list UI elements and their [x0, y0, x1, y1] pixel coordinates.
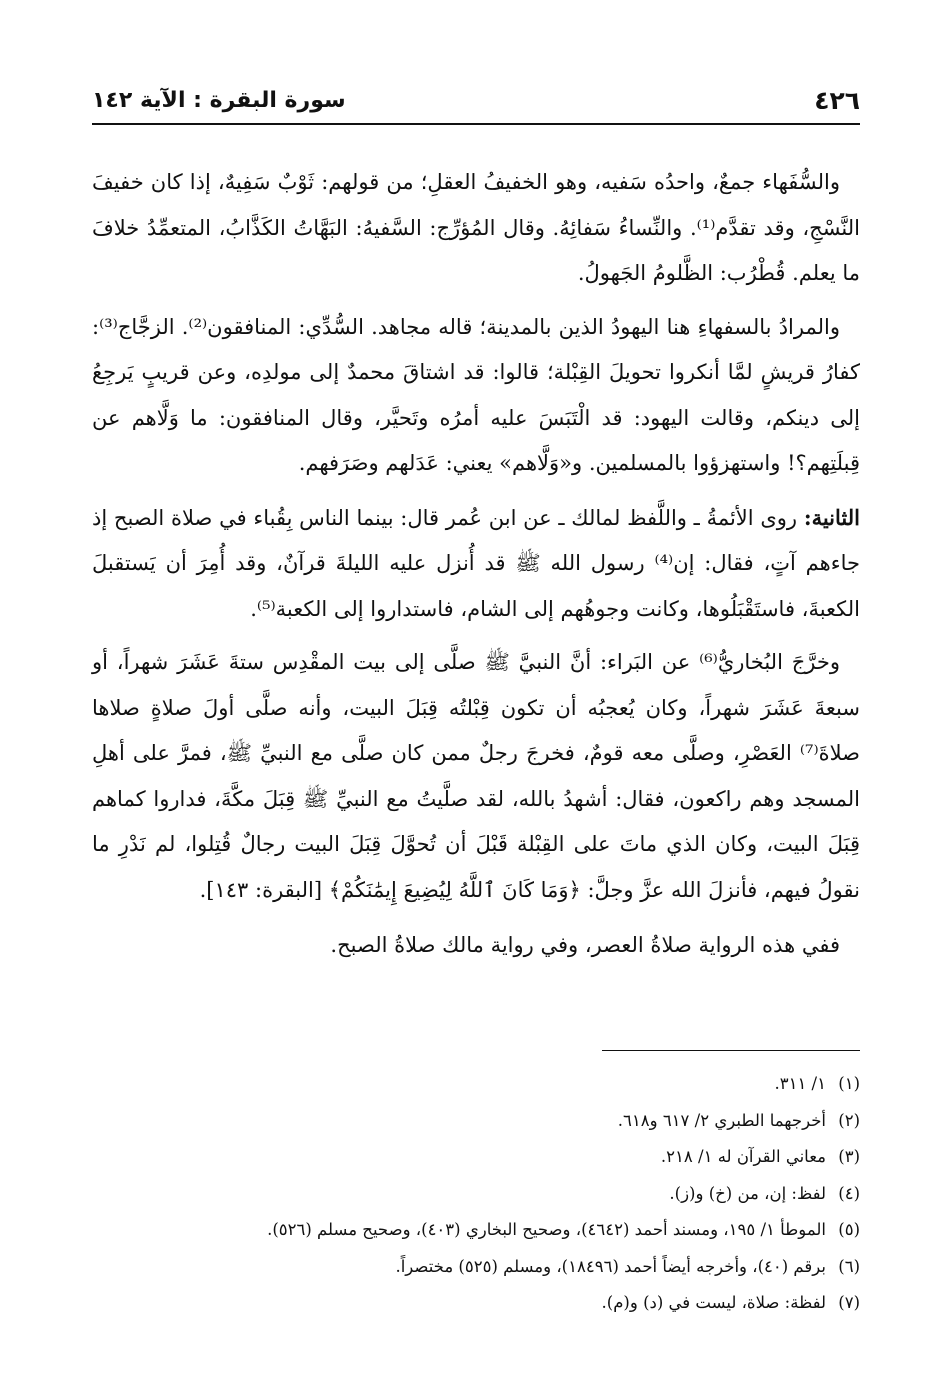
- page-number: ٤٢٦: [814, 86, 860, 115]
- footnote-3: [92, 1139, 860, 1176]
- footnote-number: (١): [838, 1074, 860, 1093]
- main-text: [92, 160, 860, 969]
- footnote-2: [92, 1103, 860, 1140]
- paragraph-4: وخرَّجَ البُخاريُّ⁽⁶⁾ عن البَراء: أنَّ النبيَّ ﷺ صلَّى إلى بيت المقْدِس ستةَ عَشَرَ شهراً، أو سبعةَ عَشَرَ شهراً، وكان يُعجبُه أن تكون قِبْلتُه قِبَلَ البيت، وأنه صلَّى أولَ صلاةٍ صلاها صلاةَ⁽⁷⁾ العَصْرِ، وصلَّى معه قومٌ، فخرجَ رجلٌ ممن كان صلَّى مع النبيِّ ﷺ، فمرَّ على أهلِ المسجد وهم راكعون، فقال: أشهدُ بالله، لقد صلَّيتُ مع النبيِّ ﷺ قِبَلَ مكَّةَ، فداروا كماهم قِبَلَ البيت، وكان الذي ماتَ على القِبْلة قَبْلَ أن تُحوَّلَ قِبَلَ البيت رجالٌ قُتِلوا، لم نَدْرِ ما نقولُ فيهم، فأنزلَ الله عزَّ وجلَّ: ﴿وَمَا كَانَ ٱللَّهُ لِيُضِيعَ إِيمَٰنَكُمْ﴾ [البقرة: ١٤٣].: [92, 650, 860, 902]
- running-title: سورة البقرة : الآية ١٤٢: [92, 88, 346, 113]
- footnote-rule: [602, 1050, 860, 1051]
- footnote-text: لفظة: صلاة، ليست في (د) و(م).: [601, 1293, 826, 1312]
- paragraph-5: ففي هذه الرواية صلاةُ العصر، وفي رواية مالك صلاةُ الصبح.: [330, 933, 840, 957]
- footnotes: [92, 1066, 860, 1322]
- footnote-number: (٤): [838, 1183, 860, 1203]
- footnote-text: ١/ ٣١١.: [774, 1074, 826, 1093]
- paragraph-1: والسُّفَهاء جمعٌ، واحدُه سَفيه، وهو الخفيفُ العقلِ؛ من قولهم: ثَوْبٌ سَفِيهٌ، إذا كان خفيفَ النَّسْجِ، وقد تقدَّم⁽¹⁾. والنِّساءُ سَفائِهُ. وقال المُؤرِّج: السَّفيهُ: البَهَّاتُ الكَذَّابُ، المتعمِّدُ خلافَ ما يعلم. قُطْرُب: الظَّلومُ الجَهولُ.: [92, 170, 860, 285]
- footnote-5: [92, 1212, 860, 1249]
- footnote-text: أخرجهما الطبري ٢/ ٦١٧ و٦١٨.: [617, 1110, 826, 1130]
- paragraph-3-text: روى الأئمةُ ـ واللَّفظ لمالك ـ عن ابن عُمر قال: بينما الناس بِقُباء في صلاة الصبح إذ جاءهم آتٍ، فقال: إن⁽⁴⁾ رسول الله ﷺ قد أُنزل عليه الليلةَ قرآنٌ، وقد أُمِرَ أن يَستقبلَ الكعبةَ، فاستَقْبَلُوها، وكانت وجوهُهم إلى الشام، فاستداروا إلى الكعبة⁽⁵⁾.: [92, 505, 860, 621]
- section-label: الثانية:: [803, 504, 860, 530]
- footnote-text: لفظ: إن، من (خ) و(ز).: [669, 1183, 826, 1203]
- footnote-1: [92, 1066, 860, 1103]
- paragraph-3: [92, 495, 860, 633]
- footnote-number: (٣): [838, 1147, 860, 1166]
- header-rule: [92, 123, 860, 125]
- paragraph-2: والمرادُ بالسفهاءِ هنا اليهودُ الذين بالمدينة؛ قاله مجاهد. السُّدِّي: المنافقون⁽²⁾. الزجَّاج⁽³⁾: كفارُ قريشٍ لمَّا أنكروا تحويلَ القِبْلة؛ قالوا: قد اشتاقَ محمدٌ إلى مولدِه، وعن قريبٍ يَرجِعُ إلى دينكم، وقالت اليهود: قد الْتَبَسَ عليه أمرُه وتَحيَّر، وقال المنافقون: ما وَلَّاهم عن قِبلَتِهم؟! واستهزؤوا بالمسلمين. و«وَلَّاهم» يعني: عَدَلهم وصَرَفهم.: [92, 314, 860, 475]
- footnote-number: (٥): [838, 1220, 860, 1239]
- footnote-text: الموطأ ١/ ١٩٥، ومسند أحمد (٤٦٤٢)، وصحيح البخاري (٤٠٣)، وصحيح مسلم (٥٢٦).: [267, 1220, 826, 1239]
- footnote-4: [92, 1176, 860, 1213]
- footnote-text: برقم (٤٠)، وأخرجه أيضاً أحمد (١٨٤٩٦)، ومسلم (٥٢٥) مختصراً.: [395, 1256, 826, 1276]
- page-header: [92, 82, 860, 122]
- footnote-number: (٦): [838, 1256, 860, 1276]
- footnote-text: معاني القرآن له ١/ ٢١٨.: [660, 1147, 826, 1166]
- footnote-7: [92, 1285, 860, 1322]
- footnote-number: (٧): [838, 1293, 860, 1312]
- footnote-number: (٢): [838, 1110, 860, 1130]
- footnote-6: [92, 1249, 860, 1286]
